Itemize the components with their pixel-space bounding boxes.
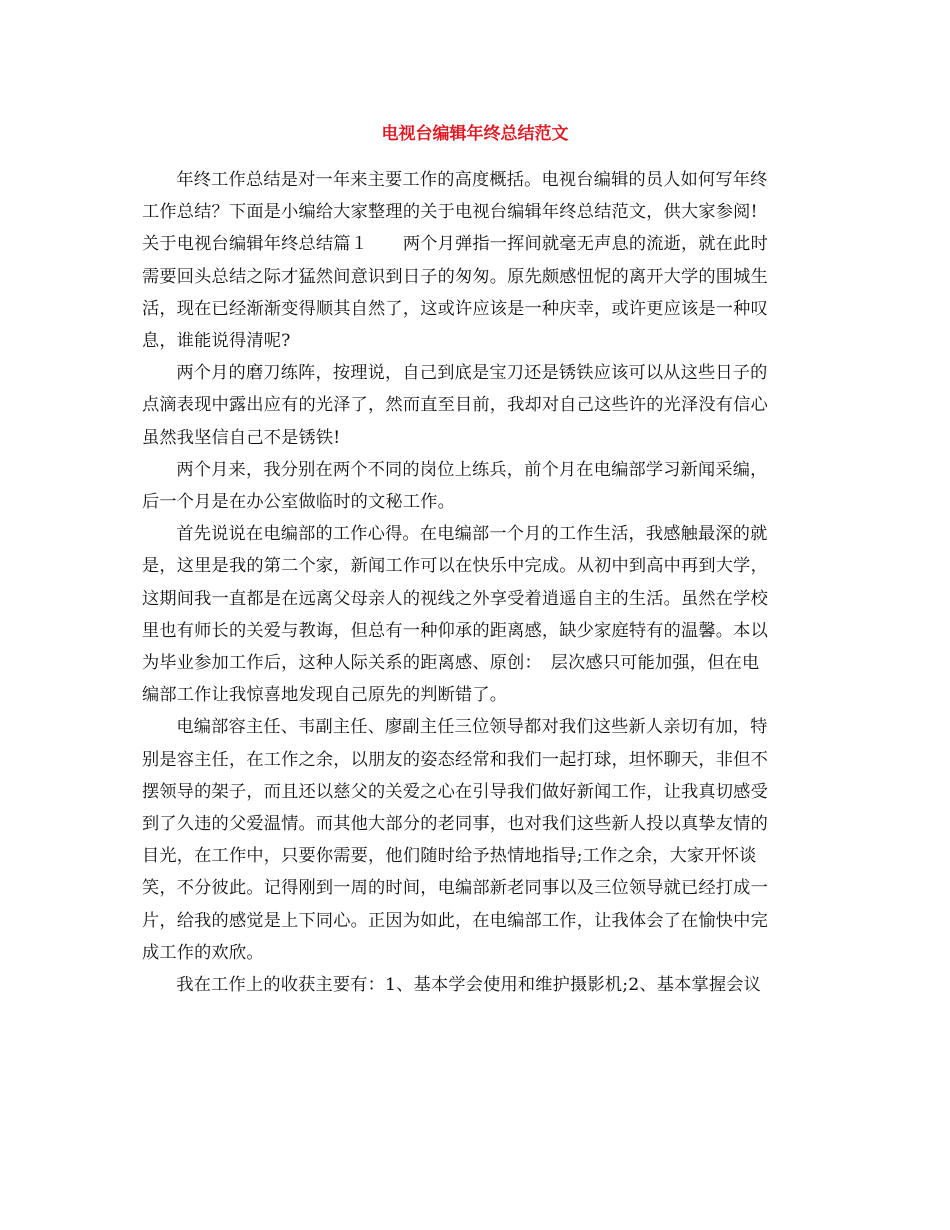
paragraph-line: 关于电视台编辑年终总结篇１ 两个月弹指一挥间就毫无声息的流逝，就在此时 <box>142 234 768 255</box>
paragraph-line: 工作总结？下面是小编给大家整理的关于电视台编辑年终总结范文，供大家参阅! <box>142 202 758 223</box>
paragraph-line: 活，现在已经渐渐变得顺其自然了，这或许应该是一种庆幸，或许更应该是一种叹 <box>142 298 768 319</box>
document-body <box>142 164 812 1001</box>
paragraph-5 <box>142 711 812 969</box>
paragraph-line: 这期间我一直都是在远离父母亲人的视线之外享受着逍遥自主的生活。虽然在学校 <box>142 588 768 609</box>
paragraph-line: 首先说说在电编部的工作心得。在电编部一个月的工作生活，我感触最深的就 <box>176 524 768 545</box>
paragraph-line: 别是容主任，在工作之余，以朋友的姿态经常和我们一起打球，坦怀聊天，非但不 <box>142 749 768 770</box>
paragraph-line: 里也有师长的关爱与教诲，但总有一种仰承的距离感，缺少家庭特有的温馨。本以 <box>142 620 768 641</box>
paragraph-6 <box>142 969 812 1001</box>
paragraph-4 <box>142 518 812 711</box>
paragraph-line: 点滴表现中露出应有的光泽了，然而直至目前，我却对自己这些许的光泽没有信心 <box>142 395 768 416</box>
paragraph-3 <box>142 454 812 518</box>
paragraph-line: 需要回头总结之际才猛然间意识到日子的匆匆。原先颇感忸怩的离开大学的围城生 <box>142 266 768 287</box>
paragraph-line: 后一个月是在办公室做临时的文秘工作。 <box>142 492 455 513</box>
paragraph-line: 片，给我的感觉是上下同心。正因为如此，在电编部工作，让我体会了在愉快中完 <box>142 910 768 931</box>
paragraph-line: 笑，不分彼此。记得刚到一周的时间，电编部新老同事以及三位领导就已经打成一 <box>142 878 768 899</box>
paragraph-1 <box>142 164 812 357</box>
paragraph-line: 虽然我坚信自己不是锈铁! <box>142 427 341 448</box>
paragraph-line: 编部工作让我惊喜地发现自己原先的判断错了。 <box>142 685 508 706</box>
paragraph-line: 两个月的磨刀练阵，按理说，自己到底是宝刀还是锈铁应该可以从这些日子的 <box>176 363 768 384</box>
paragraph-2 <box>142 357 812 454</box>
paragraph-line: 是，这里是我的第二个家，新闻工作可以在快乐中完成。从初中到高中再到大学， <box>142 556 768 577</box>
paragraph-line: 成工作的欢欣。 <box>142 942 264 963</box>
paragraph-line: 摆领导的架子，而且还以慈父的关爱之心在引导我们做好新闻工作，让我真切感受 <box>142 781 768 802</box>
paragraph-line: 电编部容主任、韦副主任、廖副主任三位领导都对我们这些新人亲切有加，特 <box>176 717 768 738</box>
paragraph-line: 为毕业参加工作后，这种人际关系的距离感、原创： 层次感只可能加强，但在电 <box>142 653 760 674</box>
paragraph-line: 目光，在工作中，只要你需要，他们随时给予热情地指导;工作之余，大家开怀谈 <box>142 846 757 867</box>
paragraph-line: 年终工作总结是对一年来主要工作的高度概括。电视台编辑的员人如何写年终 <box>176 170 768 190</box>
paragraph-line: 两个月来，我分别在两个不同的岗位上练兵，前个月在电编部学习新闻采编， <box>176 459 768 480</box>
paragraph-line: 我在工作上的收获主要有：1、基本学会使用和维护摄影机;2、基本掌握会议 <box>176 975 762 996</box>
document-title: 电视台编辑年终总结范文 <box>381 124 569 144</box>
paragraph-line: 息，谁能说得清呢? <box>142 331 291 352</box>
paragraph-line: 到了久违的父爱温情。而其他大部分的老同事，也对我们这些新人投以真挚友情的 <box>142 814 768 835</box>
